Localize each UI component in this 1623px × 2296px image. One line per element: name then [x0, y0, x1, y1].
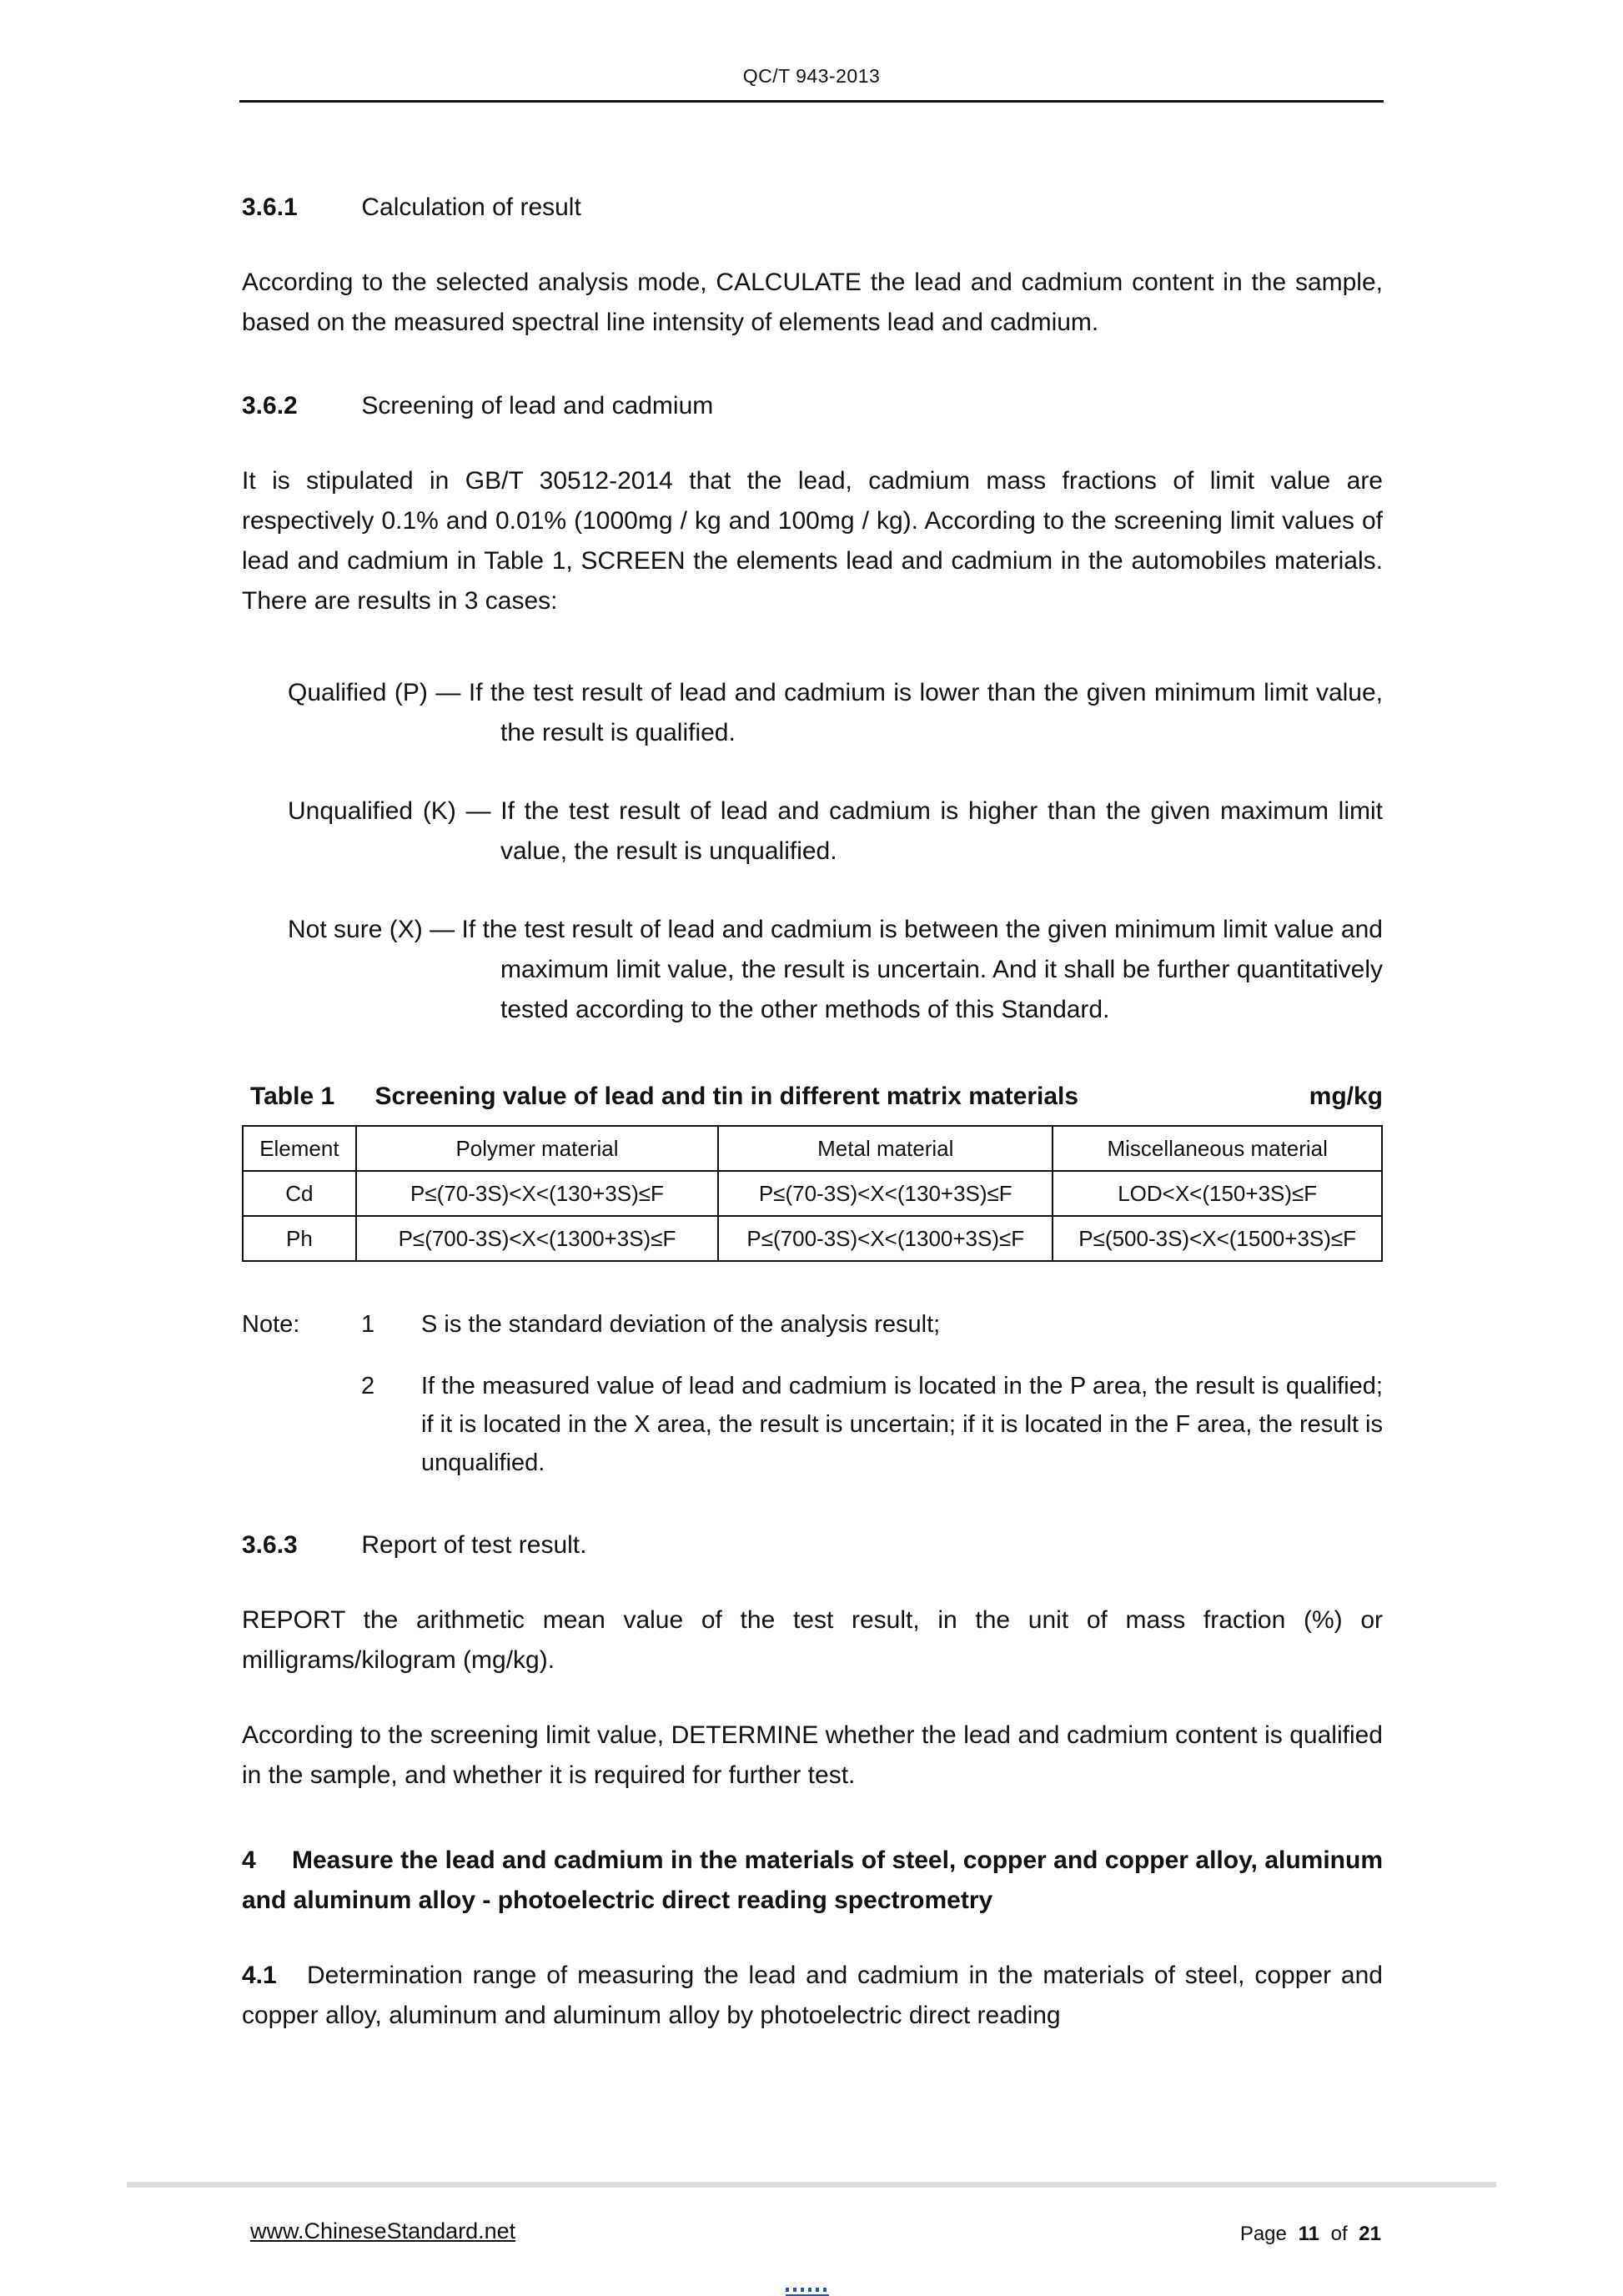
column-header-element: Element [243, 1126, 356, 1171]
cell-ph-metal: P≤(700-3S)<X<(1300+3S)≤F [718, 1216, 1053, 1261]
case-qualified: Qualified (P) — If the test result of lead and cadmium is lower than the given minimum limit value, the result is qualified. [288, 679, 1383, 746]
column-header-polymer: Polymer material [356, 1126, 718, 1171]
paragraph-report: REPORT the arithmetic mean value of the test result, in the unit of mass fraction (%) or milligrams/kilogram (mg/kg). [242, 1606, 1383, 1674]
note-text-2: If the measured value of lead and cadmium is located in the P area, the result is qualified; if it is located in the X area, the result is uncertain; if it is located in the F area, the result is unqualified. [421, 1373, 1383, 1476]
cropped-link-fragment[interactable] [786, 2282, 829, 2296]
paragraph-calculation: According to the selected analysis mode, CALCULATE the lead and cadmium content in the sample, based on the measured spectral line intensity of elements lead and cadmium. [242, 269, 1383, 336]
footer-divider [127, 2182, 1496, 2188]
subsection-text: Determination range of measuring the lead and cadmium in the materials of steel, copper and copper alloy, aluminum and aluminum alloy by photoelectric direct reading [242, 1962, 1383, 2029]
column-header-metal: Metal material [718, 1126, 1053, 1171]
cell-ph-miscellaneous: P≤(500-3S)<X<(1500+3S)≤F [1053, 1216, 1382, 1261]
screening-value-table [242, 1125, 1383, 1262]
cell-ph-polymer: P≤(700-3S)<X<(1300+3S)≤F [356, 1216, 718, 1261]
table-row-ph [243, 1216, 1382, 1261]
table-caption [242, 1077, 1383, 1117]
note-item-2 [242, 1367, 1383, 1482]
table-notes [242, 1305, 1383, 1482]
section-number: 3.6.1 [242, 193, 298, 221]
section-number: 3.6.3 [242, 1531, 298, 1559]
note-label: Note: [242, 1311, 300, 1338]
table-title: Screening value of lead and tin in different matrix materials [374, 1083, 1079, 1110]
note-label-spacer [242, 1367, 361, 1482]
cell-cd-miscellaneous: LOD<X<(150+3S)≤F [1053, 1171, 1382, 1216]
note-item-1 [242, 1305, 1383, 1344]
note-number-2: 2 [361, 1373, 375, 1399]
page-current: 11 [1298, 2223, 1319, 2245]
table-header-row [243, 1126, 1382, 1171]
section-title: Measure the lead and cadmium in the materials of steel, copper and copper alloy, aluminum and aluminum alloy - photoelectric direct reading spectrometry [242, 1846, 1383, 1914]
table-row-cd [243, 1171, 1382, 1216]
standard-number: QC/T 943-2013 [742, 65, 881, 87]
page-header [0, 65, 1623, 88]
cell-cd-polymer: P≤(70-3S)<X<(130+3S)≤F [356, 1171, 718, 1216]
document-body [242, 188, 1383, 2036]
section-number: 3.6.2 [242, 392, 298, 420]
cell-element-ph: Ph [243, 1216, 356, 1261]
section-title: Report of test result. [361, 1531, 587, 1559]
table-caption-text [250, 1077, 1078, 1117]
cell-element-cd: Cd [243, 1171, 356, 1216]
page-of-label: of [1330, 2223, 1348, 2245]
section-heading-3-6-3 [242, 1525, 1383, 1565]
section-heading-4 [242, 1841, 1383, 1921]
header-divider [239, 100, 1384, 103]
section-heading-3-6-2 [242, 386, 1383, 426]
section-title: Calculation of result [361, 193, 581, 221]
section-number: 4 [242, 1846, 256, 1874]
paragraph-4-1 [242, 1956, 1383, 2036]
page-indicator [1240, 2223, 1381, 2246]
table-unit: mg/kg [1309, 1083, 1383, 1110]
case-unqualified: Unqualified (K) — If the test result of lead and cadmium is higher than the given maximum limit value, the result is unqualified. [288, 797, 1383, 865]
paragraph-determine: According to the screening limit value, DETERMINE whether the lead and cadmium content is qualified in the sample, and whether it is required for further test. [242, 1721, 1383, 1789]
website-link[interactable]: www.ChineseStandard.net [250, 2218, 516, 2243]
column-header-miscellaneous: Miscellaneous material [1053, 1126, 1382, 1171]
section-heading-3-6-1 [242, 188, 1383, 228]
case-not-sure: Not sure (X) — If the test result of lead and cadmium is between the given minimum limit value and maximum limit value, the result is uncertain. And it shall be further quantitatively tested according to the other methods of this Standard. [288, 916, 1383, 1023]
note-text-1: S is the standard deviation of the analysis result; [421, 1311, 941, 1338]
cell-cd-metal: P≤(70-3S)<X<(130+3S)≤F [718, 1171, 1053, 1216]
table-label: Table 1 [250, 1083, 335, 1110]
page-total: 21 [1359, 2223, 1381, 2245]
section-title: Screening of lead and cadmium [361, 392, 714, 420]
note-number-1: 1 [361, 1311, 375, 1338]
page-label: Page [1239, 2223, 1287, 2245]
subsection-number: 4.1 [242, 1962, 277, 1989]
paragraph-screening: It is stipulated in GB/T 30512-2014 that the lead, cadmium mass fractions of limit value are respectively 0.1% and 0.01% (1000mg / kg and 100mg / kg). According to the screening limit values of lead and cadmium in Table 1, SCREEN the elements lead and cadmium in the automobiles materials. There are results in 3 cases: [242, 467, 1383, 615]
